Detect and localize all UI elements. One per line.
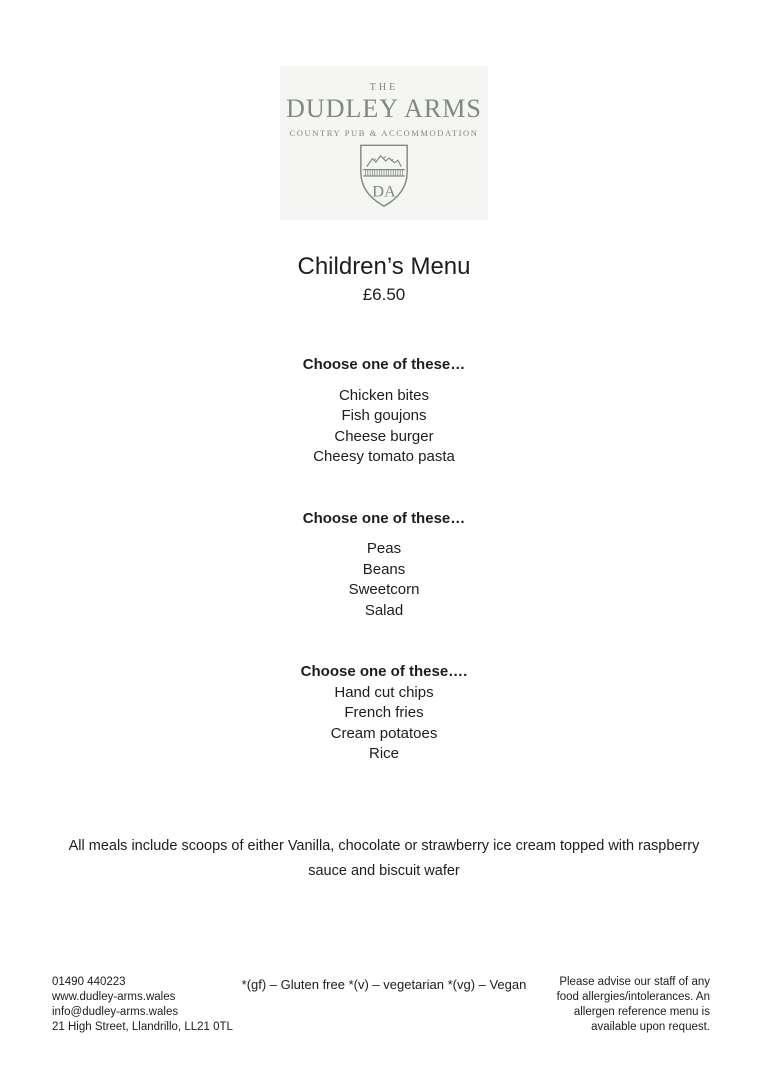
menu-item: Fish goujons xyxy=(341,407,427,424)
menu-item: Peas xyxy=(366,540,402,557)
menu-section xyxy=(0,662,768,765)
menu-item: Sweetcorn xyxy=(348,581,420,598)
section-heading: Choose one of these…. xyxy=(300,663,468,680)
crest-initials: DA xyxy=(372,182,396,201)
menu-section xyxy=(0,509,768,622)
menu-sections xyxy=(0,355,768,765)
section-heading: Choose one of these… xyxy=(302,356,466,373)
menu-price: £6.50 xyxy=(362,285,406,304)
contact-address: 21 High Street, Llandrillo, LL21 0TL xyxy=(52,1021,233,1033)
allergy-notice: Please advise our staff of any food allergies/intolerances. An allergen reference menu is available upon request. xyxy=(556,976,710,1033)
menu-item: Cream potatoes xyxy=(330,724,438,742)
logo xyxy=(280,66,488,220)
page-title: Children’s Menu xyxy=(297,253,471,280)
contact-email: info@dudley-arms.wales xyxy=(52,1006,179,1018)
dietary-legend: *(gf) – Gluten free *(v) – vegetarian *(vg) – Vegan xyxy=(241,977,527,992)
ice-cream-note: All meals include scoops of either Vanilla, chocolate or strawberry ice cream topped with raspberry sauce and biscuit wafer xyxy=(68,838,700,879)
logo-tagline: COUNTRY PUB & ACCOMMODATION xyxy=(289,128,479,138)
menu-item: Hand cut chips xyxy=(334,683,434,701)
contact-website: www.dudley-arms.wales xyxy=(52,991,176,1003)
menu-item: Cheesy tomato pasta xyxy=(313,448,455,465)
logo-the: THE xyxy=(369,82,399,93)
logo-name: DUDLEY ARMS xyxy=(286,94,482,123)
menu-item: Cheese burger xyxy=(334,427,434,445)
menu-item: Salad xyxy=(364,601,404,619)
crest-shield-icon xyxy=(280,143,488,214)
menu-item: Rice xyxy=(368,745,399,762)
contact-phone: 01490 440223 xyxy=(52,976,126,988)
menu-item: French fries xyxy=(344,704,424,721)
menu-item: Beans xyxy=(362,560,406,578)
menu-section xyxy=(0,355,768,468)
menu-item: Chicken bites xyxy=(338,386,430,404)
section-heading: Choose one of these… xyxy=(302,509,466,527)
